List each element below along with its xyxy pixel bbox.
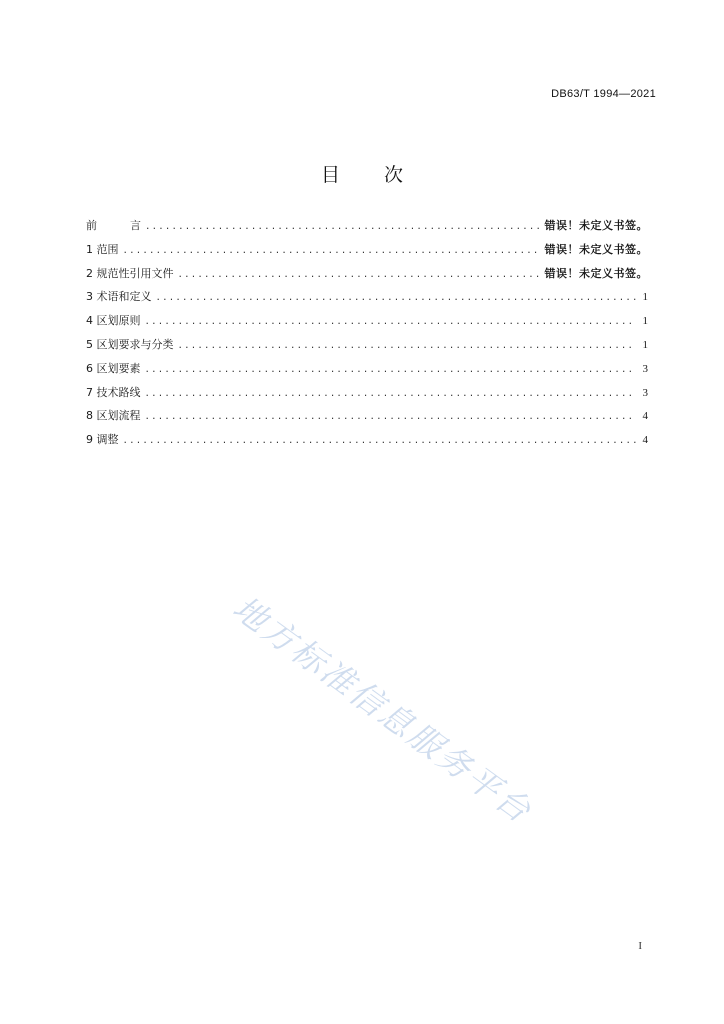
- toc-entry-technical-route[interactable]: [86, 385, 648, 409]
- toc-entry-label: 7 技术路线: [86, 385, 141, 399]
- toc-dot-leader: [145, 219, 541, 235]
- title-char-2: 次: [384, 164, 404, 186]
- toc-entry-page: 4: [642, 410, 648, 423]
- watermark: 地方标准信息服务平台: [225, 588, 540, 832]
- page-title: [0, 160, 724, 187]
- toc-entry-page: 1: [642, 315, 648, 328]
- toc-entry-adjustment[interactable]: [86, 432, 648, 456]
- toc-dot-leader: [145, 362, 637, 378]
- toc-entry-foreword[interactable]: [86, 218, 648, 242]
- toc-entry-zoning-requirements[interactable]: [86, 337, 648, 361]
- toc-entry-label: 8 区划流程: [86, 409, 141, 423]
- toc-entry-label: 3 术语和定义: [86, 290, 152, 304]
- toc-entry-label: 2 规范性引用文件: [86, 266, 174, 280]
- toc-entry-page: 4: [642, 434, 648, 447]
- toc-entry-page: 错误！未定义书签。: [544, 266, 648, 280]
- page-number: I: [638, 940, 642, 952]
- toc-entry-label: 1 范围: [86, 242, 119, 256]
- toc-dot-leader: [145, 314, 637, 330]
- toc-entry-label: 6 区划要素: [86, 361, 141, 375]
- table-of-contents: [86, 218, 648, 456]
- toc-entry-terms-definitions[interactable]: [86, 289, 648, 313]
- toc-dot-leader: [123, 243, 541, 259]
- toc-entry-page: 错误！未定义书签。: [544, 219, 648, 232]
- toc-entry-page: 1: [642, 291, 648, 304]
- toc-entry-label: 9 调整: [86, 433, 119, 447]
- toc-entry-label: 5 区划要求与分类: [86, 337, 174, 351]
- toc-entry-scope[interactable]: [86, 242, 648, 266]
- toc-entry-zoning-process[interactable]: [86, 408, 648, 432]
- toc-dot-leader: [145, 409, 637, 425]
- toc-dot-leader: [178, 267, 541, 283]
- toc-dot-leader: [145, 386, 637, 402]
- document-code: DB63/T 1994—2021: [551, 88, 656, 100]
- toc-dot-leader: [178, 338, 637, 354]
- toc-entry-page: 3: [642, 386, 648, 399]
- toc-entry-page: 3: [642, 362, 648, 375]
- toc-entry-zoning-elements[interactable]: [86, 361, 648, 385]
- toc-entry-label: 4 区划原则: [86, 314, 141, 328]
- toc-dot-leader: [156, 290, 637, 306]
- toc-entry-page: 错误！未定义书签。: [544, 242, 648, 256]
- title-char-1: 目: [320, 164, 340, 186]
- toc-entry-page: 1: [642, 338, 648, 351]
- toc-entry-zoning-principles[interactable]: [86, 313, 648, 337]
- toc-dot-leader: [123, 433, 637, 449]
- toc-entry-normative-references[interactable]: [86, 266, 648, 290]
- toc-entry-label: 前 言: [86, 219, 141, 232]
